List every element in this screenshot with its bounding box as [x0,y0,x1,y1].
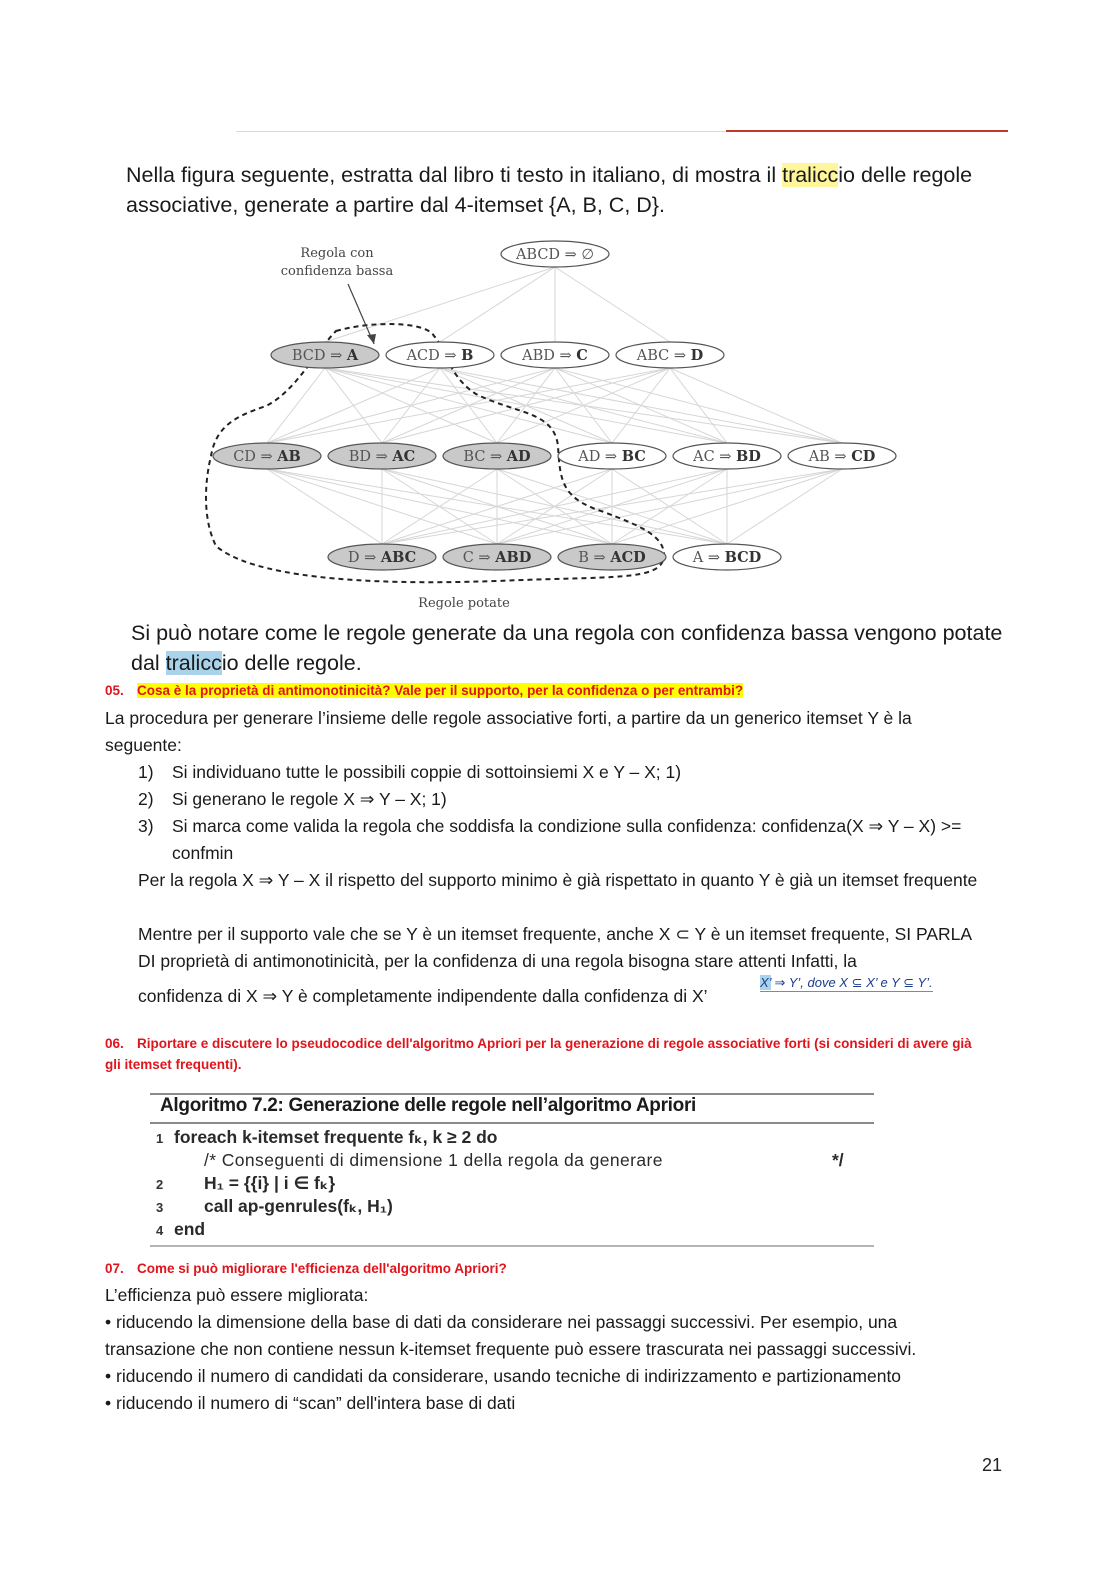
lattice-edge [497,469,842,544]
q05-step-1-text: Si individuano tutte le possibili coppie di sottoinsiemi X e Y – X; 1) [172,762,682,782]
algo-comment: /* Conseguenti di dimensione 1 della regola da generare [204,1150,663,1170]
lattice-node-level3 [328,544,436,570]
svg-text:AB ⇒ CD: AB ⇒ CD [808,448,876,465]
svg-text:ABCD ⇒ ∅: ABCD ⇒ ∅ [515,247,595,263]
lattice-edge [612,368,670,443]
algo-line-1: foreach k-itemset frequente fₖ, k ≥ 2 do [174,1127,498,1147]
algorithm-bottom-rule [150,1245,874,1247]
q07-bullet-2: • riducendo il numero di candidati da considerare, usando tecniche di indirizzamento e partizionamento [105,1366,902,1386]
q05-inline-formula [760,975,933,992]
q05-paragraph-2: Per la regola X ⇒ Y – X il rispetto del supporto minimo è già rispettato in quanto Y è già un itemset frequente [138,870,978,890]
lattice-edge [497,368,670,443]
algo-line-3: call ap-genrules(fₖ, H₁) [204,1196,393,1216]
algo-comment-end: */ [832,1150,844,1170]
q05-formula-highlight: X’ [760,975,771,990]
note-text-1: Si può notare come le regole generate da una regola con confidenza bassa vengono potate dal [131,621,1003,675]
header-rule [236,131,726,132]
lattice-edge [267,368,440,443]
lattice-node-level1 [386,342,494,368]
q07-bullet-3: • riducendo il numero di “scan” dell'intera base di dati [105,1393,516,1413]
svg-text:BCD ⇒ A: BCD ⇒ A [291,347,359,364]
q05-formula-rest: ⇒ Y’, dove X ⊆ X’ e Y ⊆ Y’. [770,975,933,990]
q05-step-3-number: 3) [138,816,154,836]
note-highlight: tralicc [165,651,222,675]
lattice-edge [267,368,325,443]
q05-paragraph-1: La procedura per generare l’insieme delle regole associative forti, a partire da un generico itemset Y è la seguente: [105,708,912,755]
lattice-edge [382,368,670,443]
lattice-node-level2 [558,443,666,469]
lattice-edge [670,368,842,443]
lattice-edge [670,368,727,443]
algo-line-4: end [174,1219,206,1239]
question-06-heading [105,1033,985,1075]
intro-paragraph [126,160,1006,220]
algo-line-2-number: 2 [156,1177,164,1192]
note-text-2: io delle regole. [221,651,362,675]
question-07-title: Come si può migliorare l'efficienza dell'algoritmo Apriori? [137,1261,507,1276]
lattice-edge [267,368,555,443]
svg-text:AD ⇒ BC: AD ⇒ BC [578,448,646,465]
svg-text:ABD ⇒ C: ABD ⇒ C [522,347,588,364]
q05-paragraph-3: Mentre per il supporto vale che se Y è un itemset frequente, anche X ⊂ Y è un itemset frequente, SI PARLA DI proprietà di antimonotinicità, per la confidenza di una regola bisogna stare attenti Infatti, la [138,924,972,971]
header-accent-rule [726,130,1008,132]
svg-text:C ⇒ ABD: C ⇒ ABD [462,549,532,566]
lattice-edge [555,267,670,342]
lattice-edge [440,267,555,342]
q05-step-2-number: 2) [138,789,154,809]
lattice-node-level2 [328,443,436,469]
algorithm-title-rule [150,1122,874,1124]
annotation-pruned-rules: Regole potate [418,596,510,611]
lattice-node-level2 [673,443,781,469]
svg-text:BD ⇒ AC: BD ⇒ AC [348,448,416,465]
lattice-node-level3 [443,544,551,570]
lattice-node-level1 [271,342,379,368]
lattice-edge [267,368,670,443]
question-05-number: 05. [105,683,124,698]
lattice-node-level3 [673,544,781,570]
lattice-node-level2 [443,443,551,469]
lattice-node-level1 [616,342,724,368]
algorithm-box [150,1088,874,1250]
algorithm-title: Algoritmo 7.2: Generazione delle regole nell’algoritmo Apriori [160,1095,697,1116]
algo-line-4-number: 4 [156,1223,164,1238]
q07-intro: L’efficienza può essere migliorata: [105,1285,369,1305]
svg-text:ABC ⇒ D: ABC ⇒ D [636,347,704,364]
lattice-edge [267,469,382,544]
svg-text:BC ⇒ AD: BC ⇒ AD [463,448,531,465]
svg-text:A ⇒ BCD: A ⇒ BCD [692,549,762,566]
lattice-node-level1 [501,342,609,368]
lattice-node-level3 [558,544,666,570]
q05-step-2-text: Si generano le regole X ⇒ Y – X; 1) [172,789,447,809]
svg-text:ACD ⇒ B: ACD ⇒ B [406,347,474,364]
q07-bullet-1: • riducendo la dimensione della base di dati da considerare nei passaggi successivi. Per esempio, una transazione che non contiene nessun k-itemset frequente può essere trascurata nei passaggi successivi. [105,1312,917,1359]
lattice-node-level2 [788,443,896,469]
lattice-node-level2 [213,443,321,469]
annotation-low-confidence-2: confidenza bassa [280,264,394,279]
lattice-node-root [501,241,609,267]
algo-line-2: H₁ = {{i} | i ∈ fₖ} [204,1173,336,1193]
page-number: 21 [982,1455,1003,1475]
question-06-number: 06. [105,1036,124,1051]
q05-step-3-text: Si marca come valida la regola che soddisfa la condizione sulla confidenza: confidenza(X ⇒ Y – X) >= confmin [172,816,962,863]
question-05-heading [105,683,743,698]
algo-line-3-number: 3 [156,1200,164,1215]
lattice-edge [727,469,842,544]
svg-text:D ⇒ ABC: D ⇒ ABC [347,549,417,566]
svg-text:B ⇒ ACD: B ⇒ ACD [578,549,646,566]
annotation-arrowhead [367,334,376,344]
algo-line-1-number: 1 [156,1131,164,1146]
question-05-title: Cosa è la proprietà di antimonotinicità? Vale per il supporto, per la confidenza o per entrambi? [137,683,744,698]
intro-text-2: io delle regole associative, generate a partire dal 4-itemset {A, B, C, D}. [126,163,973,217]
q05-paragraph-4: confidenza di X ⇒ Y è completamente indipendente dalla confidenza di X’ [138,986,708,1006]
question-07-number: 07. [105,1261,124,1276]
svg-text:AC ⇒ BD: AC ⇒ BD [693,448,761,465]
intro-text-1: Nella figura seguente, estratta dal libro ti testo in italiano, di mostra il [126,163,783,187]
svg-text:CD ⇒ AB: CD ⇒ AB [233,448,301,465]
intro-highlight: tralicc [782,163,839,187]
question-07-heading [105,1261,507,1276]
q05-step-1-number: 1) [138,762,154,782]
note-paragraph [131,618,1011,678]
annotation-low-confidence-1: Regola con [300,246,374,261]
question-06-title: Riportare e discutere lo pseudocodice dell'algoritmo Apriori per la generazione di regole associative forti (si consideri di avere già gli itemset frequenti). [105,1036,972,1072]
rule-lattice-figure [196,236,916,616]
